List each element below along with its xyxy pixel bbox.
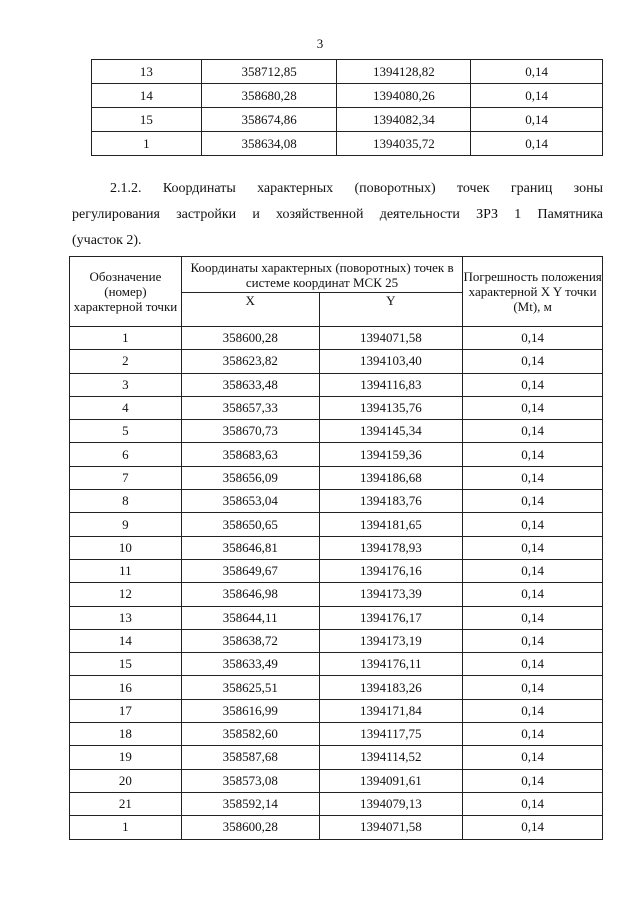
table-row	[70, 513, 603, 536]
error-value-cell: 0,14	[471, 84, 603, 108]
point-number-cell: 1	[92, 132, 202, 156]
coord-y-cell: 1394071,58	[319, 816, 463, 839]
table-row	[92, 84, 603, 108]
table-row	[70, 769, 603, 792]
coord-x-cell: 358587,68	[181, 746, 319, 769]
coord-x-cell: 358616,99	[181, 699, 319, 722]
coord-x-cell: 358674,86	[201, 108, 337, 132]
point-number-cell: 5	[70, 420, 182, 443]
table-row	[92, 60, 603, 84]
table-row	[70, 676, 603, 699]
coord-y-cell: 1394071,58	[319, 327, 463, 350]
coordinates-table-continued-body	[92, 60, 603, 156]
coord-y-cell: 1394080,26	[337, 84, 471, 108]
error-value-cell: 0,14	[463, 443, 603, 466]
paragraph-line: 2.1.2. Координаты характерных (поворотных) точек границ зоны	[110, 181, 603, 196]
header-error: Погрешность положения характерной X Y точки (Mt), м	[463, 257, 603, 327]
coord-y-cell: 1394173,39	[319, 583, 463, 606]
coord-y-cell: 1394176,17	[319, 606, 463, 629]
point-number-cell: 12	[70, 583, 182, 606]
error-value-cell: 0,14	[463, 536, 603, 559]
coord-x-cell: 358656,09	[181, 466, 319, 489]
coord-x-cell: 358573,08	[181, 769, 319, 792]
table-row	[70, 373, 603, 396]
point-number-cell: 10	[70, 536, 182, 559]
coord-x-cell: 358670,73	[181, 420, 319, 443]
point-number-cell: 14	[70, 629, 182, 652]
point-number-cell: 16	[70, 676, 182, 699]
coord-y-cell: 1394135,76	[319, 396, 463, 419]
coord-y-cell: 1394186,68	[319, 466, 463, 489]
table-row	[92, 108, 603, 132]
point-number-cell: 13	[70, 606, 182, 629]
coord-x-cell: 358625,51	[181, 676, 319, 699]
coord-x-cell: 358683,63	[181, 443, 319, 466]
table-row	[70, 699, 603, 722]
coord-x-cell: 358592,14	[181, 792, 319, 815]
point-number-cell: 9	[70, 513, 182, 536]
point-number-cell: 1	[70, 816, 182, 839]
header-y: Y	[319, 293, 463, 327]
error-value-cell: 0,14	[463, 396, 603, 419]
table-row	[70, 629, 603, 652]
coord-y-cell: 1394181,65	[319, 513, 463, 536]
coord-y-cell: 1394091,61	[319, 769, 463, 792]
coord-x-cell: 358653,04	[181, 490, 319, 513]
coord-y-cell: 1394183,76	[319, 490, 463, 513]
coord-y-cell: 1394079,13	[319, 792, 463, 815]
coord-x-cell: 358582,60	[181, 723, 319, 746]
table-row	[70, 350, 603, 373]
point-number-cell: 17	[70, 699, 182, 722]
error-value-cell: 0,14	[463, 373, 603, 396]
coord-x-cell: 358657,33	[181, 396, 319, 419]
error-value-cell: 0,14	[463, 699, 603, 722]
coord-y-cell: 1394171,84	[319, 699, 463, 722]
point-number-cell: 1	[70, 327, 182, 350]
table-row	[70, 420, 603, 443]
table-row	[70, 746, 603, 769]
error-value-cell: 0,14	[463, 606, 603, 629]
coord-y-cell: 1394159,36	[319, 443, 463, 466]
coordinates-table-zrz1-plot2	[69, 256, 603, 840]
coord-x-cell: 358638,72	[181, 629, 319, 652]
error-value-cell: 0,14	[463, 327, 603, 350]
coord-y-cell: 1394114,52	[319, 746, 463, 769]
error-value-cell: 0,14	[463, 816, 603, 839]
point-number-cell: 4	[70, 396, 182, 419]
coord-x-cell: 358649,67	[181, 559, 319, 582]
table-row	[70, 606, 603, 629]
error-value-cell: 0,14	[463, 792, 603, 815]
error-value-cell: 0,14	[463, 583, 603, 606]
coord-x-cell: 358646,81	[181, 536, 319, 559]
point-number-cell: 3	[70, 373, 182, 396]
coordinates-table-continued	[91, 59, 603, 156]
header-coordinates-group: Координаты характерных (поворотных) точек в системе координат МСК 25	[181, 257, 462, 293]
coord-y-cell: 1394173,19	[319, 629, 463, 652]
table-row	[70, 490, 603, 513]
coord-y-cell: 1394176,16	[319, 559, 463, 582]
coord-y-cell: 1394103,40	[319, 350, 463, 373]
coord-x-cell: 358634,08	[201, 132, 337, 156]
point-number-cell: 21	[70, 792, 182, 815]
coord-x-cell: 358646,98	[181, 583, 319, 606]
error-value-cell: 0,14	[463, 466, 603, 489]
coord-y-cell: 1394035,72	[337, 132, 471, 156]
header-designation: Обозначение (номер) характерной точки	[70, 257, 182, 327]
point-number-cell: 8	[70, 490, 182, 513]
coord-x-cell: 358633,48	[181, 373, 319, 396]
error-value-cell: 0,14	[471, 132, 603, 156]
table-row	[70, 443, 603, 466]
error-value-cell: 0,14	[463, 769, 603, 792]
point-number-cell: 13	[92, 60, 202, 84]
coord-y-cell: 1394117,75	[319, 723, 463, 746]
table-row	[70, 396, 603, 419]
point-number-cell: 14	[92, 84, 202, 108]
point-number-cell: 20	[70, 769, 182, 792]
coord-y-cell: 1394128,82	[337, 60, 471, 84]
coord-x-cell: 358633,49	[181, 653, 319, 676]
point-number-cell: 18	[70, 723, 182, 746]
point-number-cell: 11	[70, 559, 182, 582]
error-value-cell: 0,14	[463, 723, 603, 746]
paragraph-line: регулирования застройки и хозяйственной деятельности ЗРЗ 1 Памятника	[72, 207, 603, 222]
coord-x-cell: 358644,11	[181, 606, 319, 629]
coord-y-cell: 1394082,34	[337, 108, 471, 132]
table-row	[70, 466, 603, 489]
error-value-cell: 0,14	[463, 420, 603, 443]
table-row	[70, 792, 603, 815]
error-value-cell: 0,14	[463, 490, 603, 513]
table-row	[70, 559, 603, 582]
coord-x-cell: 358650,65	[181, 513, 319, 536]
error-value-cell: 0,14	[463, 513, 603, 536]
coord-x-cell: 358600,28	[181, 327, 319, 350]
coord-x-cell: 358712,85	[201, 60, 337, 84]
error-value-cell: 0,14	[463, 746, 603, 769]
coord-x-cell: 358600,28	[181, 816, 319, 839]
section-heading-paragraph	[72, 176, 603, 254]
page-number: 3	[316, 36, 324, 51]
error-value-cell: 0,14	[463, 559, 603, 582]
coordinates-table-body	[70, 327, 603, 840]
point-number-cell: 15	[70, 653, 182, 676]
table-row	[70, 536, 603, 559]
coord-x-cell: 358680,28	[201, 84, 337, 108]
error-value-cell: 0,14	[463, 676, 603, 699]
table-row	[92, 132, 603, 156]
table-row	[70, 816, 603, 839]
table-row	[70, 583, 603, 606]
error-value-cell: 0,14	[463, 350, 603, 373]
point-number-cell: 6	[70, 443, 182, 466]
table-header	[70, 257, 603, 327]
coord-y-cell: 1394116,83	[319, 373, 463, 396]
header-x: X	[181, 293, 319, 327]
table-row	[70, 723, 603, 746]
coord-y-cell: 1394178,93	[319, 536, 463, 559]
coord-y-cell: 1394176,11	[319, 653, 463, 676]
error-value-cell: 0,14	[471, 60, 603, 84]
error-value-cell: 0,14	[463, 653, 603, 676]
coord-y-cell: 1394183,26	[319, 676, 463, 699]
point-number-cell: 2	[70, 350, 182, 373]
error-value-cell: 0,14	[471, 108, 603, 132]
coord-y-cell: 1394145,34	[319, 420, 463, 443]
table-row	[70, 653, 603, 676]
table-row	[70, 327, 603, 350]
coord-x-cell: 358623,82	[181, 350, 319, 373]
error-value-cell: 0,14	[463, 629, 603, 652]
point-number-cell: 15	[92, 108, 202, 132]
point-number-cell: 19	[70, 746, 182, 769]
point-number-cell: 7	[70, 466, 182, 489]
paragraph-line: (участок 2).	[72, 233, 142, 248]
